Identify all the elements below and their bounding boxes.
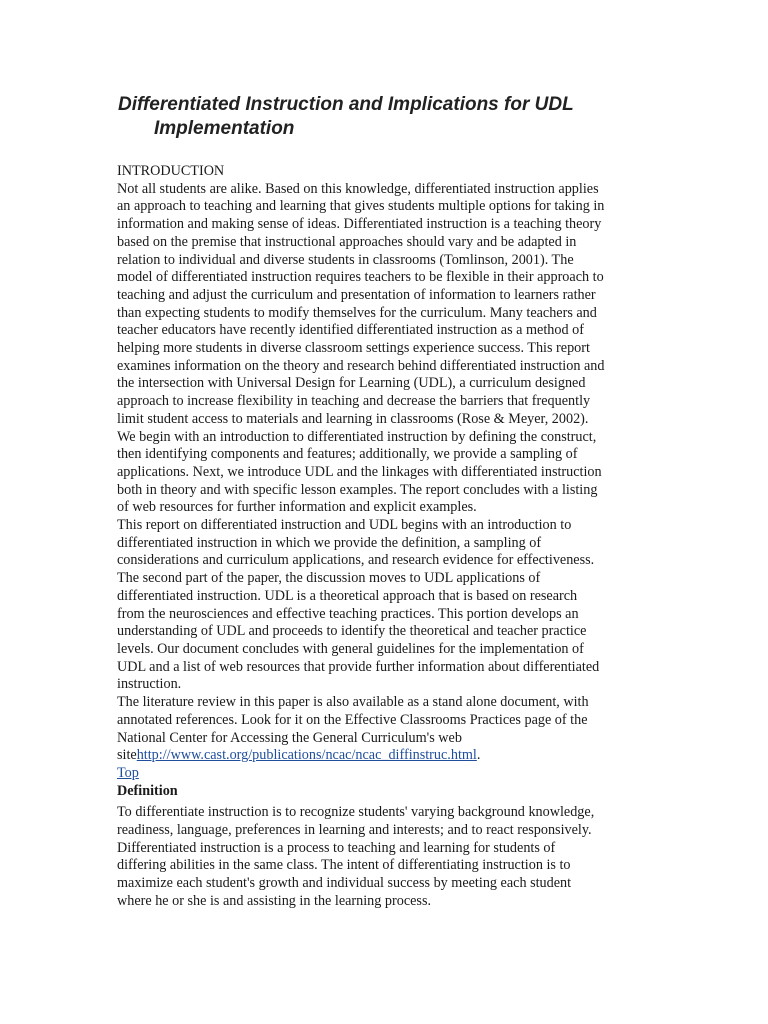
text-line: UDL and a list of web resources that provide further information about differentiated	[117, 658, 600, 675]
site-prefix: site	[117, 747, 137, 764]
text-line: maximize each student's growth and individual success by meeting each student	[117, 875, 572, 892]
text-line: than expecting students to modify themselves for the curriculum. Many teachers and	[117, 304, 597, 321]
site-line	[117, 747, 657, 765]
text-line: Differentiated instruction is a process to teaching and learning for students of	[117, 839, 556, 856]
text-line: teacher educators have recently identified differentiated instruction as a method of	[117, 322, 584, 339]
text-line: levels. Our document concludes with general guidelines for the implementation of	[117, 640, 584, 657]
text-line: limit student access to materials and learning in classrooms (Rose & Meyer, 2002).	[117, 410, 589, 427]
text-line: National Center for Accessing the General Curriculum's web	[117, 729, 462, 746]
text-line: instruction.	[117, 676, 182, 693]
text-line: where he or she is and assisting in the learning process.	[117, 892, 432, 909]
document-title	[118, 93, 678, 141]
text-line: differentiated instruction. UDL is a theoretical approach that is based on research	[117, 587, 578, 604]
text-line: of web resources for further information and explicit examples.	[117, 499, 477, 516]
text-line: information and making sense of ideas. Differentiated instruction is a teaching theory	[117, 216, 602, 233]
text-line: teaching and adjust the curriculum and presentation of information to learners rather	[117, 286, 596, 303]
text-line: applications. Next, we introduce UDL and the linkages with differentiated instruction	[117, 463, 602, 480]
text-line: The literature review in this paper is also available as a stand alone document, with	[117, 694, 589, 711]
literature-paragraph	[117, 694, 657, 765]
text-line: differentiated instruction in which we provide the definition, a sampling of	[117, 534, 542, 551]
definition-paragraph	[117, 804, 657, 910]
text-line: relation to individual and diverse students in classrooms (Tomlinson, 2001). The	[117, 251, 574, 268]
overview-paragraph	[117, 517, 657, 694]
cast-url-link[interactable]: http://www.cast.org/publications/ncac/ncac_diffinstruc.html	[136, 747, 477, 764]
text-line: the intersection with Universal Design for Learning (UDL), a curriculum designed	[117, 375, 586, 392]
text-line: The second part of the paper, the discussion moves to UDL applications of	[117, 570, 541, 587]
text-line: approach to increase flexibility in teaching and decrease the barriers that frequently	[117, 393, 591, 410]
title-line-1: Differentiated Instruction and Implications for UDL	[118, 94, 574, 115]
text-line: This report on differentiated instruction and UDL begins with an introduction to	[117, 517, 572, 534]
text-line: differing abilities in the same class. The intent of differentiating instruction is to	[117, 857, 571, 874]
text-line: considerations and curriculum applications, and research evidence for effectiveness.	[117, 552, 595, 569]
text-line: readiness, language, preferences in learning and interests; and to react responsively.	[117, 822, 592, 839]
intro-heading: INTRODUCTION	[117, 163, 225, 179]
text-line: helping more students in diverse classroom settings experience success. This report	[117, 340, 590, 357]
text-line: annotated references. Look for it on the Effective Classrooms Practices page of the	[117, 711, 588, 728]
text-line: both in theory and with specific lesson examples. The report concludes with a listing	[117, 481, 598, 498]
text-line: To differentiate instruction is to recognize students' varying background knowledge,	[117, 804, 595, 821]
document-body	[117, 163, 657, 911]
top-link[interactable]: Top	[117, 764, 139, 781]
text-line: an approach to teaching and learning that gives students multiple options for taking in	[117, 198, 605, 215]
text-line: examines information on the theory and research behind differentiated instruction and	[117, 357, 605, 374]
text-line: then identifying components and features; additionally, we provide a sampling of	[117, 446, 578, 463]
definition-heading: Definition	[117, 782, 178, 799]
intro-paragraph	[117, 181, 657, 517]
text-line: We begin with an introduction to differentiated instruction by defining the construct,	[117, 428, 597, 445]
text-line: based on the premise that instructional approaches should vary and be adapted in	[117, 233, 577, 250]
text-line: model of differentiated instruction requires teachers to be flexible in their approach to	[117, 269, 604, 286]
text-line: from the neurosciences and effective teaching practices. This portion develops an	[117, 605, 579, 622]
site-suffix: .	[476, 747, 481, 764]
text-line: Not all students are alike. Based on this knowledge, differentiated instruction applies	[117, 180, 599, 197]
text-line: understanding of UDL and proceeds to identify the theoretical and teacher practice	[117, 623, 587, 640]
title-line-2: Implementation	[154, 118, 295, 139]
